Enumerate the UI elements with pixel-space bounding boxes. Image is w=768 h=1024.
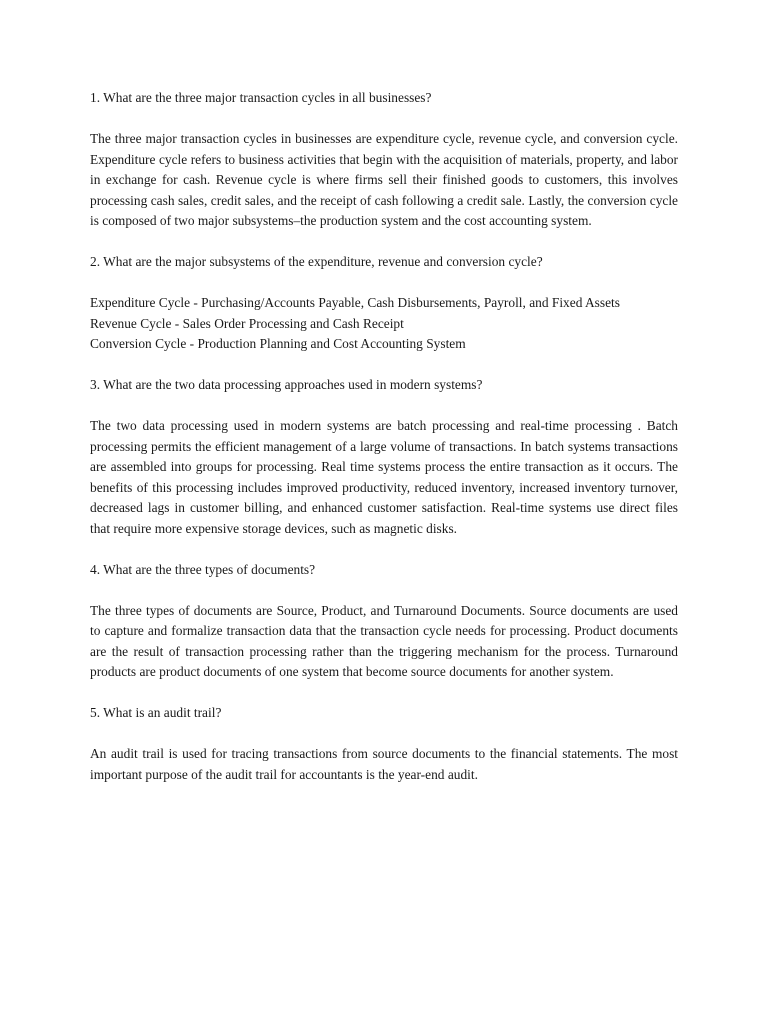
answer-2-conversion: Conversion Cycle - Production Planning and Cost Accounting System [90,336,466,351]
question-2: 2. What are the major subsystems of the expenditure, revenue and conversion cycle? [90,254,543,269]
question-3: 3. What are the two data processing approaches used in modern systems? [90,377,483,392]
answer-1: The three major transaction cycles in businesses are expenditure cycle, revenue cycle, and conversion cycle. Expenditure cycle refers to business activities that begin with the acquisition of materials, property, and labor in exchange for cash. Revenue cycle is where firms sell their finished goods to customers, this involves processing cash sales, credit sales, and the receipt of cash following a credit sale. Lastly, the conversion cycle is composed of two major subsystems–the production system and the cost accounting system. [90,131,678,228]
answer-5: An audit trail is used for tracing transactions from source documents to the financial statements. The most important purpose of the audit trail for accountants is the year-end audit. [90,746,678,782]
question-1: 1. What are the three major transaction cycles in all businesses? [90,90,432,105]
answer-2-expenditure: Expenditure Cycle - Purchasing/Accounts Payable, Cash Disbursements, Payroll, and Fixed Assets [90,295,620,310]
answer-2 [90,293,678,355]
answer-3: The two data processing used in modern systems are batch processing and real-time processing . Batch processing permits the efficient management of a large volume of transactions. In batch systems transactions are assembled into groups for processing. Real time systems process the entire transaction as it occurs. The benefits of this processing includes improved productivity, reduced inventory, increased inventory turnover, decreased lags in customer billing, and enhanced customer satisfaction. Real-time systems use direct files that require more expensive storage devices, such as magnetic disks. [90,418,678,536]
answer-2-revenue: Revenue Cycle - Sales Order Processing and Cash Receipt [90,315,404,331]
answer-4: The three types of documents are Source, Product, and Turnaround Documents. Source documents are used to capture and formalize transaction data that the transaction cycle needs for processing. Product documents are the result of transaction processing rather than the triggering mechanism for the process. Turnaround products are product documents of one system that become source documents for another system. [90,602,678,679]
document-page [90,88,678,806]
question-4: 4. What are the three types of documents? [90,561,316,577]
question-5: 5. What is an audit trail? [90,705,222,720]
